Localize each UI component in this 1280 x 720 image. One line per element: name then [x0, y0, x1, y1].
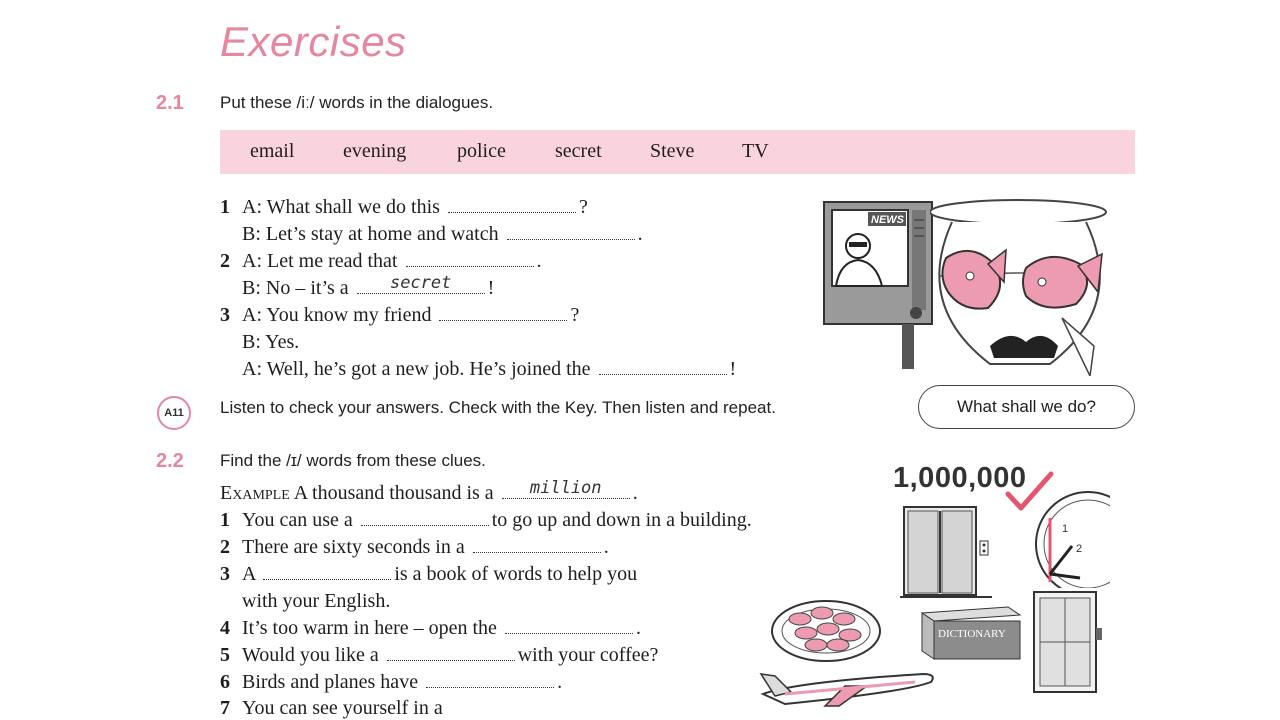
- listen-instruction: Listen to check your answers. Check with the Key. Then listen and repeat.: [220, 398, 776, 417]
- clue-line: 3 A is a book of words to help you: [220, 563, 638, 585]
- word-item: secret: [555, 140, 602, 162]
- svg-text:2: 2: [1076, 543, 1083, 555]
- million-figure: 1,000,000: [893, 462, 1027, 494]
- clue-line: with your English.: [242, 590, 391, 612]
- answer-blank[interactable]: [361, 509, 489, 526]
- answer-blank[interactable]: [387, 644, 515, 661]
- exercise-instruction-2-2: Find the /ɪ/ words from these clues.: [220, 451, 486, 470]
- answer-blank[interactable]: [263, 563, 391, 580]
- word-item: evening: [343, 140, 407, 162]
- page-title: Exercises: [220, 18, 407, 65]
- clue-line: 1 You can use a to go up and down in a building.: [220, 509, 752, 531]
- answer-blank[interactable]: [473, 536, 601, 553]
- word-item: email: [250, 140, 295, 162]
- answer-blank[interactable]: [505, 617, 633, 634]
- answer-blank[interactable]: [426, 671, 554, 688]
- answer-blank[interactable]: [448, 196, 576, 213]
- answer-blank[interactable]: secret: [357, 277, 485, 294]
- biscuits-plate-icon: [770, 597, 885, 665]
- clue-line: 4 It’s too warm in here – open the .: [220, 617, 641, 639]
- elevator-icon: [900, 505, 995, 600]
- answer-blank[interactable]: million: [502, 482, 630, 499]
- exercise-number-2-2: 2.2: [156, 450, 184, 472]
- answer-blank[interactable]: [439, 304, 567, 321]
- clue-line: 5 Would you like a with your coffee?: [220, 644, 659, 666]
- word-box: [220, 130, 1135, 174]
- answer-blank[interactable]: [406, 250, 534, 267]
- example-line: Example A thousand thousand is a million .: [220, 478, 638, 504]
- speech-bubble: What shall we do?: [918, 385, 1135, 429]
- dialogue-line: B: Yes.: [242, 331, 300, 353]
- dialogue-line: B: Let’s stay at home and watch .: [242, 223, 643, 245]
- clue-line: 6 Birds and planes have .: [220, 671, 563, 693]
- dictionary-icon: [918, 603, 1023, 663]
- tv-news-icon: [822, 198, 942, 373]
- svg-text:1: 1: [1062, 523, 1069, 535]
- audio-track-icon[interactable]: A11: [157, 396, 191, 430]
- tv-news-label: NEWS: [871, 214, 904, 226]
- answer-blank[interactable]: [507, 223, 635, 240]
- dictionary-label: DICTIONARY: [938, 628, 1006, 640]
- answer-blank[interactable]: [599, 358, 727, 375]
- airplane-icon: [755, 656, 940, 716]
- clue-line: 2 There are sixty seconds in a .: [220, 536, 609, 558]
- window-icon: [1030, 588, 1105, 698]
- dialogue-line: 3 A: You know my friend ?: [220, 304, 580, 326]
- dialogue-line: 2 A: Let me read that .: [220, 250, 542, 272]
- dialogue-line: 1 A: What shall we do this ?: [220, 196, 588, 218]
- dialogue-line: A: Well, he’s got a new job. He’s joined the !: [242, 358, 737, 380]
- fishbowl-icon: [930, 196, 1130, 376]
- dialogue-line: B: No – it’s a secret !: [242, 273, 495, 299]
- exercise-instruction-2-1: Put these /iː/ words in the dialogues.: [220, 93, 494, 112]
- exercise-number-2-1: 2.1: [156, 92, 184, 114]
- word-item: TV: [742, 140, 769, 162]
- clock-icon: [1030, 488, 1110, 588]
- word-item: Steve: [650, 140, 695, 162]
- word-item: police: [457, 140, 506, 162]
- clue-line: 7 You can see yourself in a: [220, 697, 443, 719]
